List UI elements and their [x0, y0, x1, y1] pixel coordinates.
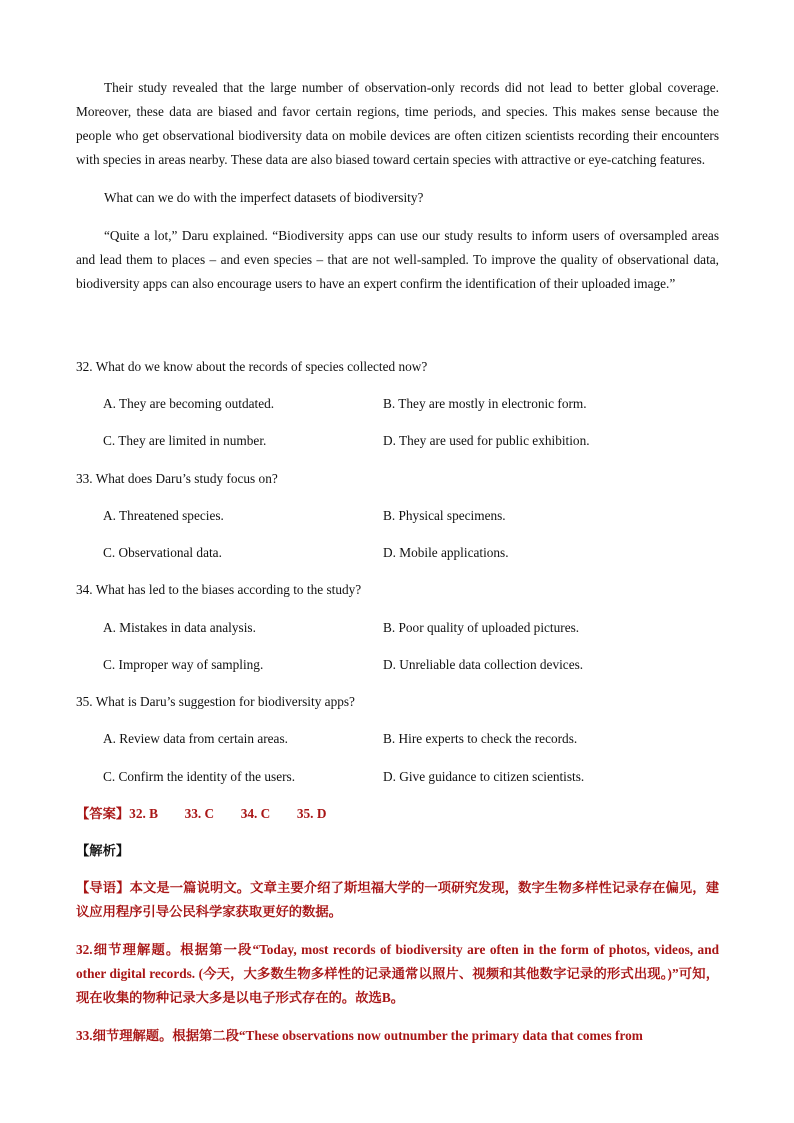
option-d: D. Mobile applications. [383, 545, 509, 560]
question-stem: 34. What has led to the biases according to the study? [76, 582, 362, 597]
answer-key: 【答案】32. B 33. C 34. C 35. D [76, 806, 327, 821]
passage-paragraph-1: Their study revealed that the large number of observation-only records did not lead to better global coverage. Moreover, these data are biased and favor certain regions, time periods, and species. This makes sense because the people who get observational biodiversity data on mobile devices are often citizen scientists recording their encounters with species in areas nearby. These data are also biased toward certain species with attractive or eye-catching features. [76, 80, 719, 167]
option-d: D. Give guidance to citizen scientists. [383, 769, 585, 784]
question-stem: 35. What is Daru’s suggestion for biodiversity apps? [76, 694, 355, 709]
option-c: C. Improper way of sampling. [103, 657, 264, 672]
option-a: A. Review data from certain areas. [103, 731, 288, 746]
option-b: B. They are mostly in electronic form. [383, 396, 587, 411]
option-c: C. They are limited in number. [103, 433, 267, 448]
option-a: A. They are becoming outdated. [103, 396, 275, 411]
option-b: B. Hire experts to check the records. [383, 731, 578, 746]
guide-paragraph: 【导语】本文是一篇说明文。文章主要介绍了斯坦福大学的一项研究发现，数字生物多样性记录存在偏见，建议应用程序引导公民科学家获取更好的数据。 [76, 880, 719, 919]
option-b: B. Poor quality of uploaded pictures. [383, 620, 580, 635]
passage [76, 76, 719, 296]
option-c: C. Observational data. [103, 545, 222, 560]
passage-paragraph-3: “Quite a lot,” Daru explained. “Biodiversity apps can use our study results to inform users of oversampled areas and lead them to places – and even species – that are not well-sampled. To improve the quality of observational data, biodiversity apps can also encourage users to have an expert confirm the identification of their uploaded image.” [76, 228, 719, 291]
option-a: A. Mistakes in data analysis. [103, 620, 256, 635]
option-d: D. They are used for public exhibition. [383, 433, 590, 448]
option-c: C. Confirm the identity of the users. [103, 769, 296, 784]
option-d: D. Unreliable data collection devices. [383, 657, 584, 672]
passage-paragraph-2: What can we do with the imperfect datasets of biodiversity? [104, 190, 424, 205]
question-stem: 32. What do we know about the records of species collected now? [76, 359, 428, 374]
explanation-32: 32.细节理解题。根据第一段“Today, most records of biodiversity are often in the form of photos, videos, and other digital records. (今天，大多数生物多样性的记录通常以照片、视频和其他数字记录的形式出现。)”可知，现在收集的物种记录大多是以电子形式存在的。故选B。 [76, 942, 719, 1005]
option-b: B. Physical specimens. [383, 508, 506, 523]
option-a: A. Threatened species. [103, 508, 224, 523]
explanation-33: 33.细节理解题。根据第二段“These observations now outnumber the primary data that comes from [76, 1028, 643, 1043]
analysis-heading: 【解析】 [76, 843, 130, 858]
question-stem: 33. What does Daru’s study focus on? [76, 471, 278, 486]
